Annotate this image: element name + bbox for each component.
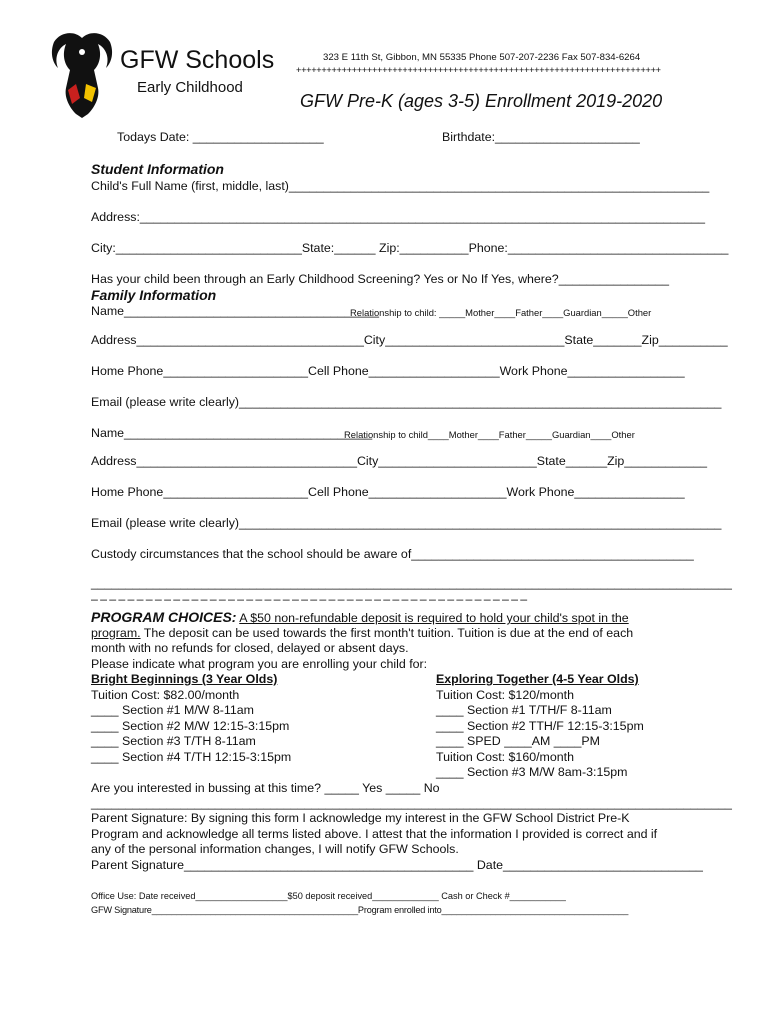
et-section-1[interactable]: ____ Section #1 T/TH/F 8-11am <box>436 703 612 717</box>
dashed-divider: – – – – – – – – – – – – – – – – – – – – – – – – – – – – – – – – – – – – – – – – – – – – – – – – <box>91 592 527 606</box>
bussing-question[interactable]: Are you interested in bussing at this time? _____ Yes _____ No <box>91 781 440 795</box>
parent1-address-field[interactable]: Address_________________________________City__________________________State_______Zip__________ <box>91 333 728 347</box>
plus-divider: ++++++++++++++++++++++++++++++++++++++++++++++++++++++++++++++++++++++++ <box>296 65 661 75</box>
custody-extra-line[interactable]: _____________________________________________________________________________________________ <box>91 576 732 590</box>
program-choices-line2 <box>91 626 633 640</box>
deposit-rest: The deposit can be used towards the first month't tuition. Tuition is due at the end of each <box>140 626 634 640</box>
parent-signature-field[interactable]: Parent Signature__________________________________________ Date_____________________________ <box>91 858 703 872</box>
student-info-heading: Student Information <box>91 161 224 177</box>
bright-beginnings-title: Bright Beginnings (3 Year Olds) <box>91 672 278 686</box>
signature-divider: _____________________________________________________________________________________________ <box>91 796 732 810</box>
phoenix-logo <box>46 28 118 118</box>
et-tuition-2: Tuition Cost: $160/month <box>436 750 574 764</box>
parent2-address-field[interactable]: Address________________________________City_______________________State______Zip____________ <box>91 454 707 468</box>
todays-date-field[interactable]: Todays Date: ___________________ <box>117 130 324 144</box>
parent2-email-field[interactable]: Email (please write clearly)______________________________________________________________________ <box>91 516 722 530</box>
city-state-zip-phone-field[interactable]: City:___________________________State:______ Zip:__________Phone:________________________________ <box>91 241 729 255</box>
et-section-2[interactable]: ____ Section #2 TTH/F 12:15-3:15pm <box>436 719 644 733</box>
form-title: GFW Pre-K (ages 3-5) Enrollment 2019-2020 <box>300 91 663 111</box>
screening-question[interactable]: Has your child been through an Early Childhood Screening? Yes or No If Yes, where?________________ <box>91 272 669 286</box>
bb-section-3[interactable]: ____ Section #3 T/TH 8-11am <box>91 734 256 748</box>
school-name: GFW Schools <box>120 46 275 74</box>
program-indicate: Please indicate what program you are enrolling your child for: <box>91 657 428 671</box>
parent2-relationship[interactable]: Relationship to child____Mother____Father_____Guardian____Other <box>344 429 635 440</box>
program-choices-heading: PROGRAM CHOICES: <box>91 609 237 625</box>
deposit-notice-1: A $50 non-refundable deposit is required to hold your child's spot in the <box>239 611 629 625</box>
parent1-relationship[interactable]: Relationship to child: _____Mother____Father____Guardian_____Other <box>350 307 652 318</box>
refund-policy: month with no refunds for closed, delayed or absent days. <box>91 641 409 655</box>
bb-tuition: Tuition Cost: $82.00/month <box>91 688 240 702</box>
et-section-3[interactable]: ____ Section #3 M/W 8am-3:15pm <box>436 765 628 779</box>
signature-para-1: Parent Signature: By signing this form I acknowledge my interest in the GFW School District Pre-K <box>91 811 630 825</box>
custody-field[interactable]: Custody circumstances that the school should be aware of_________________________________________ <box>91 547 694 561</box>
bb-section-4[interactable]: ____ Section #4 T/TH 12:15-3:15pm <box>91 750 292 764</box>
parent1-email-field[interactable]: Email (please write clearly)______________________________________________________________________ <box>91 395 722 409</box>
family-info-heading: Family Information <box>91 287 217 303</box>
signature-para-2: Program and acknowledge all terms listed above. I attest that the information I provided is correct and if <box>91 827 658 841</box>
bb-section-1[interactable]: ____ Section #1 M/W 8-11am <box>91 703 254 717</box>
child-name-field[interactable]: Child's Full Name (first, middle, last)_____________________________________________________________ <box>91 179 710 193</box>
deposit-notice-2: program. <box>91 626 141 640</box>
office-use-line-2[interactable]: GFW Signature__________________________________________Program enrolled into______________________________________ <box>91 905 629 915</box>
school-subtitle: Early Childhood <box>137 79 243 96</box>
et-tuition: Tuition Cost: $120/month <box>436 688 574 702</box>
program-choices-line1 <box>91 609 629 625</box>
parent1-phones-field[interactable]: Home Phone_____________________Cell Phone___________________Work Phone_________________ <box>91 364 685 378</box>
office-use-line-1[interactable]: Office Use: Date received__________________$50 deposit received_____________ Cash or Check #___________ <box>91 891 566 901</box>
address-field[interactable]: Address:__________________________________________________________________________________ <box>91 210 705 224</box>
parent2-phones-field[interactable]: Home Phone_____________________Cell Phone____________________Work Phone________________ <box>91 485 685 499</box>
parent1-name-field[interactable]: Name_____________________________________ <box>91 304 380 318</box>
signature-para-3: any of the personal information changes, I will notify GFW Schools. <box>91 842 459 856</box>
et-sped[interactable]: ____ SPED ____AM ____PM <box>436 734 600 748</box>
parent2-name-field[interactable]: Name____________________________________ <box>91 426 373 440</box>
birthdate-field[interactable]: Birthdate:_____________________ <box>442 130 640 144</box>
exploring-together-title: Exploring Together (4-5 Year Olds) <box>436 672 639 686</box>
bb-section-2[interactable]: ____ Section #2 M/W 12:15-3:15pm <box>91 719 290 733</box>
school-address: 323 E 11th St, Gibbon, MN 55335 Phone 507-207-2236 Fax 507-834-6264 <box>323 52 641 63</box>
